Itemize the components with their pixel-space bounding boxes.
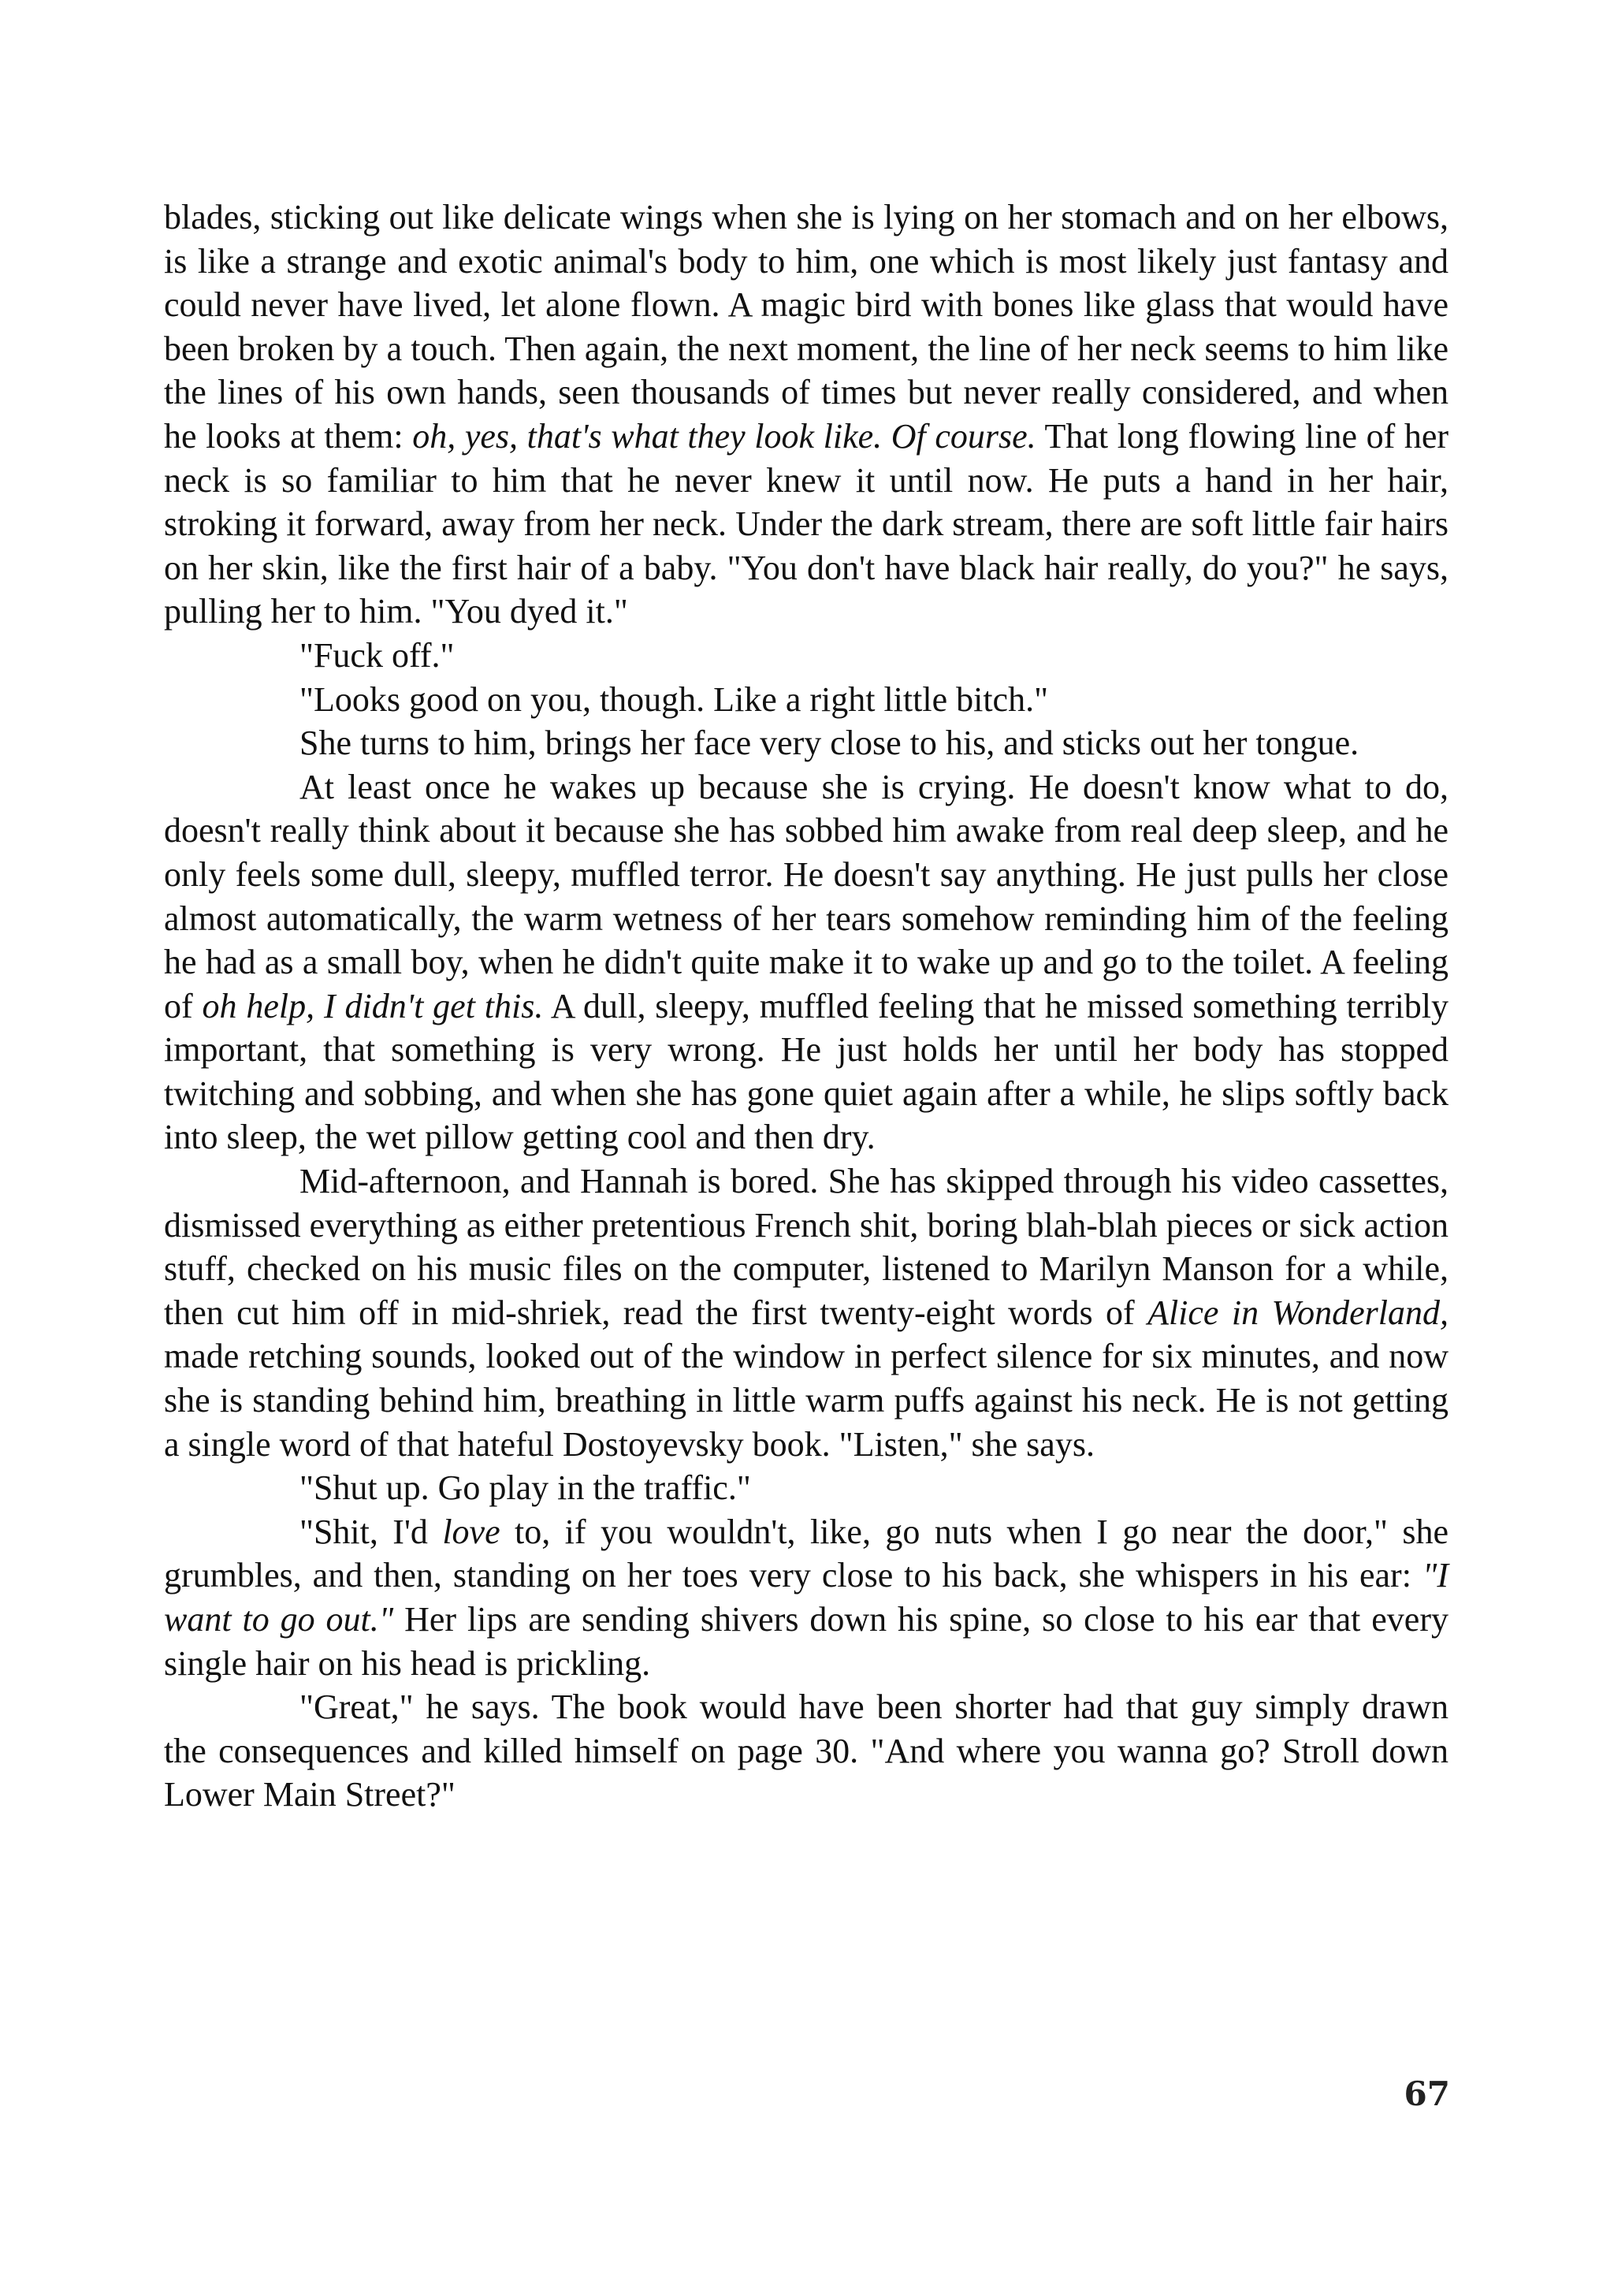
paragraph	[164, 721, 1449, 765]
text-run: "Shit, I'd	[299, 1512, 443, 1551]
text-run: blades, sticking out like delicate wings when she is lying on her stomach and on her elbows, is like a strange and exotic animal's body to him, one which is most likely just fantasy and could never have lived, let alone flown. A magic bird with bones like glass that would have been broken by a touch. Then again, the next moment, the line of her neck seems to him like the lines of his own hands, seen thousands of times but never really considered, and when he looks at them:	[164, 198, 1449, 456]
text-run: At least once he wakes up because she is crying. He doesn't know what to do, doesn't really think about it because she has sobbed him awake from real deep sleep, and he only feels some dull, sleepy, muffled terror. He doesn't say anything. He just pulls her close almost automatically, the warm wetness of her tears somehow reminding him of the feeling he had as a small boy, when he didn't quite make it to wake up and go to the toilet. A feeling of	[164, 767, 1449, 1025]
text-run: That long flowing line of her neck is so familiar to him that he never knew it until now. He puts a hand in her hair, stroking it forward, away from her neck. Under the dark stream, there are soft little fair hairs on her skin, like the first hair of a baby. "You don't have black hair really, do you?" he says, pulling her to him. "You dyed it."	[164, 416, 1449, 631]
text-run: "Shut up. Go play in the traffic."	[299, 1468, 751, 1508]
text-run: Her lips are sending shivers down his spine, so close to his ear that every single hair on his head is prickling.	[164, 1600, 1449, 1683]
italic-run: oh help, I didn't get this.	[202, 986, 544, 1025]
page-number: 67	[1404, 2075, 1450, 2113]
paragraph	[164, 1685, 1449, 1817]
paragraph	[164, 195, 1449, 634]
paragraph	[164, 678, 1449, 722]
text-run: Mid-afternoon, and Hannah is bored. She has skipped through his video cassettes, dismissed everything as either pretentious French shit, boring blah-blah pieces or sick action stuff, checked on his music files on the computer, listened to Marilyn Manson for a while, then cut him off in mid-shriek, read the first twenty-eight words of	[164, 1162, 1449, 1332]
paragraph	[164, 1159, 1449, 1466]
italic-run: "I want to go out."	[164, 1556, 1449, 1639]
italic-run: love	[442, 1512, 500, 1551]
text-run: made retching sounds, looked out of the window in perfect silence for six minutes, and now she is standing behind him, breathing in little warm puffs against his neck. He is not getting a single word of that hateful Dostoyevsky book. "Listen," she says.	[164, 1337, 1449, 1464]
paragraph	[164, 634, 1449, 678]
text-run: She turns to him, brings her face very close to his, and sticks out her tongue.	[299, 724, 1359, 763]
text-run: "Great," he says. The book would have been shorter had that guy simply drawn the consequences and killed himself on page 30. "And where you wanna go? Stroll down Lower Main Street?"	[164, 1688, 1449, 1814]
text-run: A dull, sleepy, muffled feeling that he missed something terribly important, that something is very wrong. He just holds her until her body has stopped twitching and sobbing, and when she has gone quiet again after a while, he slips softly back into sleep, the wet pillow getting cool and then dry.	[164, 986, 1449, 1157]
text-run: "Fuck off."	[299, 635, 455, 675]
text-run: "Looks good on you, though. Like a right little bitch."	[299, 679, 1049, 719]
paragraph	[164, 1466, 1449, 1510]
paragraph	[164, 765, 1449, 1159]
text-run: to, if you wouldn't, like, go nuts when I go near the door," she grumbles, and then, standing on her toes very close to his back, she whispers in his ear:	[164, 1512, 1449, 1595]
italic-run: oh, yes, that's what they look like. Of course.	[412, 416, 1036, 456]
paragraph	[164, 1510, 1449, 1685]
body-text	[164, 195, 1449, 1817]
italic-run: Alice in Wonderland,	[1147, 1293, 1449, 1332]
